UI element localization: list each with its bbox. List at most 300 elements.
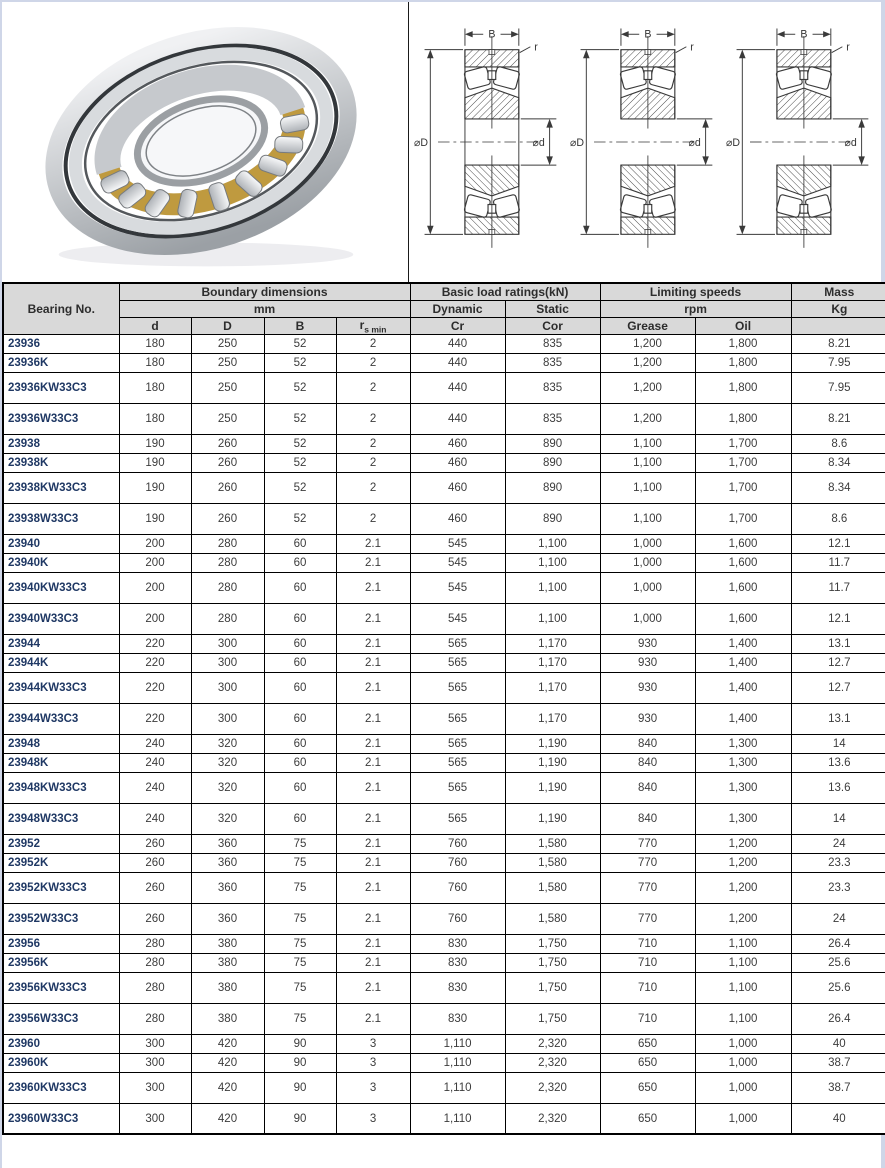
cell-B: 75 <box>264 972 336 1003</box>
cell-B: 75 <box>264 934 336 953</box>
cell-cr: 460 <box>410 472 505 503</box>
cell-mass: 8.21 <box>791 403 885 434</box>
header-mass-empty <box>791 317 885 334</box>
cell-cr: 760 <box>410 903 505 934</box>
header-mm: mm <box>119 300 410 317</box>
cell-bearing-no[interactable]: 23940W33C3 <box>3 603 119 634</box>
cell-d: 180 <box>119 403 191 434</box>
cell-r-min: 2.1 <box>336 972 410 1003</box>
cell-D: 380 <box>191 953 264 972</box>
cell-grease: 710 <box>600 1003 695 1034</box>
cell-mass: 24 <box>791 834 885 853</box>
cell-r-min: 2.1 <box>336 603 410 634</box>
cell-mass: 25.6 <box>791 953 885 972</box>
cell-oil: 1,700 <box>695 472 791 503</box>
cell-oil: 1,800 <box>695 334 791 353</box>
cell-grease: 710 <box>600 953 695 972</box>
cell-grease: 1,000 <box>600 572 695 603</box>
cell-r-min: 2.1 <box>336 953 410 972</box>
cell-cor: 1,170 <box>505 703 600 734</box>
cell-cor: 2,320 <box>505 1072 600 1103</box>
cell-D: 300 <box>191 703 264 734</box>
cell-cor: 1,170 <box>505 653 600 672</box>
cell-r-min: 2.1 <box>336 534 410 553</box>
cell-bearing-no[interactable]: 23938W33C3 <box>3 503 119 534</box>
cell-cor: 1,100 <box>505 553 600 572</box>
spec-table <box>2 282 885 1135</box>
cell-mass: 23.3 <box>791 853 885 872</box>
cell-d: 200 <box>119 603 191 634</box>
table-row <box>3 534 885 553</box>
cell-cr: 760 <box>410 853 505 872</box>
table-row <box>3 734 885 753</box>
dim-label-r: r <box>534 41 538 54</box>
cell-r-min: 2.1 <box>336 553 410 572</box>
table-row <box>3 453 885 472</box>
cell-bearing-no[interactable]: 23944W33C3 <box>3 703 119 734</box>
cell-cr: 565 <box>410 672 505 703</box>
cell-grease: 1,200 <box>600 403 695 434</box>
cell-r-min: 3 <box>336 1034 410 1053</box>
bearing-drawing-3 <box>725 16 877 268</box>
header-oil: Oil <box>695 317 791 334</box>
cell-cr: 545 <box>410 572 505 603</box>
cell-oil: 1,300 <box>695 753 791 772</box>
cell-cor: 1,100 <box>505 572 600 603</box>
cell-oil: 1,100 <box>695 1003 791 1034</box>
header-basic-load-ratings: Basic load ratings(kN) <box>410 283 600 300</box>
cell-bearing-no[interactable]: 23952K <box>3 853 119 872</box>
cell-d: 180 <box>119 372 191 403</box>
header-Cor: Cor <box>505 317 600 334</box>
header-kg: Kg <box>791 300 885 317</box>
cell-bearing-no[interactable]: 23944 <box>3 634 119 653</box>
cell-cr: 460 <box>410 453 505 472</box>
cell-oil: 1,000 <box>695 1103 791 1134</box>
cell-bearing-no[interactable]: 23940KW33C3 <box>3 572 119 603</box>
cell-cor: 1,170 <box>505 634 600 653</box>
cell-mass: 38.7 <box>791 1053 885 1072</box>
header-B: B <box>264 317 336 334</box>
cell-B: 52 <box>264 334 336 353</box>
cell-B: 90 <box>264 1034 336 1053</box>
cell-D: 260 <box>191 434 264 453</box>
cell-oil: 1,600 <box>695 534 791 553</box>
cell-mass: 24 <box>791 903 885 934</box>
table-row <box>3 1103 885 1134</box>
cell-B: 75 <box>264 903 336 934</box>
header-bearing-no: Bearing No. <box>3 283 119 334</box>
cell-d: 300 <box>119 1072 191 1103</box>
cell-cor: 1,580 <box>505 903 600 934</box>
table-row <box>3 653 885 672</box>
cell-cr: 1,110 <box>410 1072 505 1103</box>
cell-mass: 38.7 <box>791 1072 885 1103</box>
cell-cor: 1,170 <box>505 672 600 703</box>
cell-d: 190 <box>119 503 191 534</box>
cell-bearing-no[interactable]: 23936 <box>3 334 119 353</box>
cell-grease: 840 <box>600 734 695 753</box>
cell-bearing-no[interactable]: 23936W33C3 <box>3 403 119 434</box>
cell-B: 60 <box>264 553 336 572</box>
cell-r-min: 2 <box>336 334 410 353</box>
cell-bearing-no[interactable]: 23956 <box>3 934 119 953</box>
cell-cor: 835 <box>505 353 600 372</box>
cell-cor: 890 <box>505 453 600 472</box>
cell-oil: 1,000 <box>695 1072 791 1103</box>
cell-r-min: 2 <box>336 503 410 534</box>
cell-oil: 1,400 <box>695 672 791 703</box>
cell-grease: 840 <box>600 753 695 772</box>
cell-mass: 7.95 <box>791 353 885 372</box>
cell-oil: 1,400 <box>695 703 791 734</box>
cell-r-min: 2.1 <box>336 1003 410 1034</box>
cell-bearing-no[interactable]: 23960K <box>3 1053 119 1072</box>
cell-d: 240 <box>119 734 191 753</box>
cell-bearing-no[interactable]: 23938 <box>3 434 119 453</box>
table-row <box>3 1034 885 1053</box>
cell-grease: 1,000 <box>600 553 695 572</box>
table-row <box>3 703 885 734</box>
cell-d: 190 <box>119 434 191 453</box>
cell-grease: 650 <box>600 1053 695 1072</box>
cell-cr: 565 <box>410 753 505 772</box>
cell-d: 240 <box>119 803 191 834</box>
cell-bearing-no[interactable]: 23948K <box>3 753 119 772</box>
table-row <box>3 553 885 572</box>
cell-D: 360 <box>191 834 264 853</box>
cell-cr: 440 <box>410 403 505 434</box>
cell-cor: 1,580 <box>505 834 600 853</box>
cell-grease: 770 <box>600 903 695 934</box>
cell-D: 280 <box>191 572 264 603</box>
cell-D: 420 <box>191 1072 264 1103</box>
cell-D: 420 <box>191 1053 264 1072</box>
cell-D: 360 <box>191 903 264 934</box>
cell-B: 60 <box>264 803 336 834</box>
cell-oil: 1,000 <box>695 1053 791 1072</box>
cell-cr: 460 <box>410 434 505 453</box>
cell-cor: 2,320 <box>505 1053 600 1072</box>
table-row <box>3 753 885 772</box>
cell-mass: 12.1 <box>791 603 885 634</box>
cell-mass: 8.34 <box>791 453 885 472</box>
cell-mass: 11.7 <box>791 572 885 603</box>
cell-bearing-no[interactable]: 23936K <box>3 353 119 372</box>
cell-cr: 545 <box>410 534 505 553</box>
cell-r-min: 2.1 <box>336 934 410 953</box>
cell-cr: 565 <box>410 803 505 834</box>
cell-d: 190 <box>119 472 191 503</box>
cell-D: 280 <box>191 553 264 572</box>
table-row <box>3 572 885 603</box>
cell-cor: 835 <box>505 334 600 353</box>
cell-r-min: 2 <box>336 403 410 434</box>
cell-bearing-no[interactable]: 23948 <box>3 734 119 753</box>
cell-r-min: 2 <box>336 453 410 472</box>
cell-grease: 650 <box>600 1072 695 1103</box>
table-row <box>3 503 885 534</box>
cell-cr: 830 <box>410 934 505 953</box>
cell-d: 280 <box>119 934 191 953</box>
cell-d: 300 <box>119 1053 191 1072</box>
table-row <box>3 1003 885 1034</box>
cell-oil: 1,200 <box>695 853 791 872</box>
cell-bearing-no[interactable]: 23938KW33C3 <box>3 472 119 503</box>
cell-B: 52 <box>264 472 336 503</box>
cell-B: 75 <box>264 1003 336 1034</box>
cell-grease: 1,100 <box>600 472 695 503</box>
cell-oil: 1,100 <box>695 953 791 972</box>
cell-grease: 1,100 <box>600 453 695 472</box>
header-static: Static <box>505 300 600 317</box>
cell-D: 300 <box>191 653 264 672</box>
cell-oil: 1,600 <box>695 572 791 603</box>
cell-cr: 760 <box>410 834 505 853</box>
cell-bearing-no[interactable]: 23940K <box>3 553 119 572</box>
bearing-drawing-1 <box>413 16 565 268</box>
cell-B: 52 <box>264 503 336 534</box>
cell-bearing-no[interactable]: 23936KW33C3 <box>3 372 119 403</box>
cell-D: 420 <box>191 1103 264 1134</box>
cell-D: 250 <box>191 334 264 353</box>
dim-label-Od: ⌀d <box>844 136 857 149</box>
cell-bearing-no[interactable]: 23948KW33C3 <box>3 772 119 803</box>
cell-bearing-no[interactable]: 23952KW33C3 <box>3 872 119 903</box>
cell-grease: 650 <box>600 1103 695 1134</box>
cell-B: 90 <box>264 1072 336 1103</box>
cell-B: 75 <box>264 953 336 972</box>
cell-bearing-no[interactable]: 23960KW33C3 <box>3 1072 119 1103</box>
header-rpm: rpm <box>600 300 791 317</box>
cell-bearing-no[interactable]: 23938K <box>3 453 119 472</box>
cell-bearing-no[interactable]: 23956KW33C3 <box>3 972 119 1003</box>
cell-mass: 13.1 <box>791 634 885 653</box>
cell-D: 250 <box>191 403 264 434</box>
cell-cr: 830 <box>410 1003 505 1034</box>
cell-bearing-no[interactable]: 23952W33C3 <box>3 903 119 934</box>
cell-mass: 13.1 <box>791 703 885 734</box>
cell-cr: 440 <box>410 334 505 353</box>
cell-oil: 1,100 <box>695 972 791 1003</box>
cell-oil: 1,300 <box>695 772 791 803</box>
cell-bearing-no[interactable]: 23952 <box>3 834 119 853</box>
cell-grease: 650 <box>600 1034 695 1053</box>
cell-oil: 1,100 <box>695 934 791 953</box>
cell-D: 380 <box>191 934 264 953</box>
cell-oil: 1,800 <box>695 353 791 372</box>
dim-label-OD: ⌀D <box>413 136 428 149</box>
cell-bearing-no[interactable]: 23944K <box>3 653 119 672</box>
table-row <box>3 1072 885 1103</box>
header-d: d <box>119 317 191 334</box>
cell-cr: 460 <box>410 503 505 534</box>
table-row <box>3 372 885 403</box>
cell-d: 220 <box>119 653 191 672</box>
dim-label-r: r <box>690 41 694 54</box>
cell-grease: 1,000 <box>600 534 695 553</box>
cell-grease: 1,200 <box>600 334 695 353</box>
cell-d: 220 <box>119 672 191 703</box>
cell-cr: 760 <box>410 872 505 903</box>
cell-B: 60 <box>264 653 336 672</box>
cell-bearing-no[interactable]: 23948W33C3 <box>3 803 119 834</box>
header-r-s-min: $r_{s min}$ <box>336 317 410 334</box>
cell-r-min: 2 <box>336 434 410 453</box>
cell-B: 60 <box>264 772 336 803</box>
cell-grease: 1,200 <box>600 372 695 403</box>
cell-B: 75 <box>264 872 336 903</box>
cell-cor: 1,190 <box>505 803 600 834</box>
cell-bearing-no[interactable]: 23944KW33C3 <box>3 672 119 703</box>
cell-cor: 1,100 <box>505 534 600 553</box>
table-row <box>3 403 885 434</box>
cell-mass: 26.4 <box>791 1003 885 1034</box>
cell-r-min: 2.1 <box>336 672 410 703</box>
cell-grease: 1,100 <box>600 503 695 534</box>
bearing-photo-panel <box>2 2 409 282</box>
cell-cr: 545 <box>410 603 505 634</box>
cell-d: 200 <box>119 572 191 603</box>
cell-oil: 1,000 <box>695 1034 791 1053</box>
cell-grease: 1,000 <box>600 603 695 634</box>
cell-D: 280 <box>191 603 264 634</box>
cell-r-min: 3 <box>336 1103 410 1134</box>
cell-mass: 14 <box>791 803 885 834</box>
cell-d: 180 <box>119 334 191 353</box>
cell-B: 52 <box>264 403 336 434</box>
cell-d: 260 <box>119 834 191 853</box>
cell-cr: 565 <box>410 634 505 653</box>
cell-oil: 1,400 <box>695 653 791 672</box>
cell-cr: 1,110 <box>410 1034 505 1053</box>
cell-cor: 1,750 <box>505 1003 600 1034</box>
cell-cor: 1,580 <box>505 872 600 903</box>
cell-grease: 930 <box>600 634 695 653</box>
cell-r-min: 2.1 <box>336 634 410 653</box>
cell-d: 260 <box>119 903 191 934</box>
cell-d: 200 <box>119 534 191 553</box>
cell-grease: 1,100 <box>600 434 695 453</box>
cell-oil: 1,200 <box>695 834 791 853</box>
cell-cor: 1,190 <box>505 734 600 753</box>
cell-B: 75 <box>264 834 336 853</box>
cell-r-min: 2.1 <box>336 703 410 734</box>
cell-grease: 770 <box>600 872 695 903</box>
bearing-drawing-2 <box>569 16 721 268</box>
cell-d: 280 <box>119 953 191 972</box>
cell-B: 52 <box>264 434 336 453</box>
cell-mass: 8.34 <box>791 472 885 503</box>
cell-r-min: 2 <box>336 372 410 403</box>
cell-bearing-no[interactable]: 23956K <box>3 953 119 972</box>
cell-D: 380 <box>191 972 264 1003</box>
cell-mass: 8.21 <box>791 334 885 353</box>
table-row <box>3 353 885 372</box>
cell-B: 90 <box>264 1053 336 1072</box>
cell-cor: 890 <box>505 503 600 534</box>
table-row <box>3 672 885 703</box>
table-row <box>3 772 885 803</box>
cell-d: 220 <box>119 703 191 734</box>
cell-r-min: 2 <box>336 353 410 372</box>
cell-grease: 840 <box>600 803 695 834</box>
cell-B: 60 <box>264 572 336 603</box>
cell-grease: 840 <box>600 772 695 803</box>
cell-r-min: 2.1 <box>336 753 410 772</box>
cell-mass: 8.6 <box>791 503 885 534</box>
cell-r-min: 3 <box>336 1053 410 1072</box>
dim-label-B: B <box>800 28 808 41</box>
cell-mass: 13.6 <box>791 753 885 772</box>
cell-d: 260 <box>119 872 191 903</box>
cell-r-min: 2.1 <box>336 834 410 853</box>
cell-grease: 930 <box>600 703 695 734</box>
table-row <box>3 1053 885 1072</box>
cell-bearing-no[interactable]: 23960W33C3 <box>3 1103 119 1134</box>
cell-B: 60 <box>264 703 336 734</box>
cell-cor: 1,100 <box>505 603 600 634</box>
cell-grease: 770 <box>600 853 695 872</box>
cell-D: 260 <box>191 453 264 472</box>
cell-grease: 770 <box>600 834 695 853</box>
cell-cr: 545 <box>410 553 505 572</box>
table-row <box>3 953 885 972</box>
cell-D: 320 <box>191 803 264 834</box>
cell-cr: 565 <box>410 703 505 734</box>
cell-oil: 1,800 <box>695 403 791 434</box>
cell-oil: 1,700 <box>695 434 791 453</box>
cell-r-min: 2.1 <box>336 572 410 603</box>
cell-cor: 1,190 <box>505 772 600 803</box>
cell-B: 60 <box>264 534 336 553</box>
cell-r-min: 2.1 <box>336 803 410 834</box>
cell-D: 260 <box>191 503 264 534</box>
cell-bearing-no[interactable]: 23960 <box>3 1034 119 1053</box>
header-Cr: Cr <box>410 317 505 334</box>
cell-oil: 1,600 <box>695 603 791 634</box>
cell-mass: 11.7 <box>791 553 885 572</box>
cell-mass: 23.3 <box>791 872 885 903</box>
cell-oil: 1,600 <box>695 553 791 572</box>
table-row <box>3 634 885 653</box>
cell-d: 240 <box>119 772 191 803</box>
cell-D: 420 <box>191 1034 264 1053</box>
table-row <box>3 434 885 453</box>
cell-cr: 830 <box>410 972 505 1003</box>
cell-mass: 12.1 <box>791 534 885 553</box>
cell-cr: 440 <box>410 372 505 403</box>
cell-grease: 930 <box>600 653 695 672</box>
cell-mass: 8.6 <box>791 434 885 453</box>
dim-label-Od: ⌀d <box>688 136 701 149</box>
table-row <box>3 903 885 934</box>
header-dynamic: Dynamic <box>410 300 505 317</box>
cell-mass: 7.95 <box>791 372 885 403</box>
cell-r-min: 2.1 <box>336 653 410 672</box>
cell-oil: 1,700 <box>695 453 791 472</box>
dim-label-OD: ⌀D <box>569 136 584 149</box>
cell-d: 280 <box>119 1003 191 1034</box>
cell-D: 250 <box>191 372 264 403</box>
cell-cor: 890 <box>505 472 600 503</box>
cell-oil: 1,200 <box>695 903 791 934</box>
cell-mass: 12.7 <box>791 672 885 703</box>
cell-mass: 26.4 <box>791 934 885 953</box>
cell-bearing-no[interactable]: 23956W33C3 <box>3 1003 119 1034</box>
cell-D: 260 <box>191 472 264 503</box>
cell-bearing-no[interactable]: 23940 <box>3 534 119 553</box>
